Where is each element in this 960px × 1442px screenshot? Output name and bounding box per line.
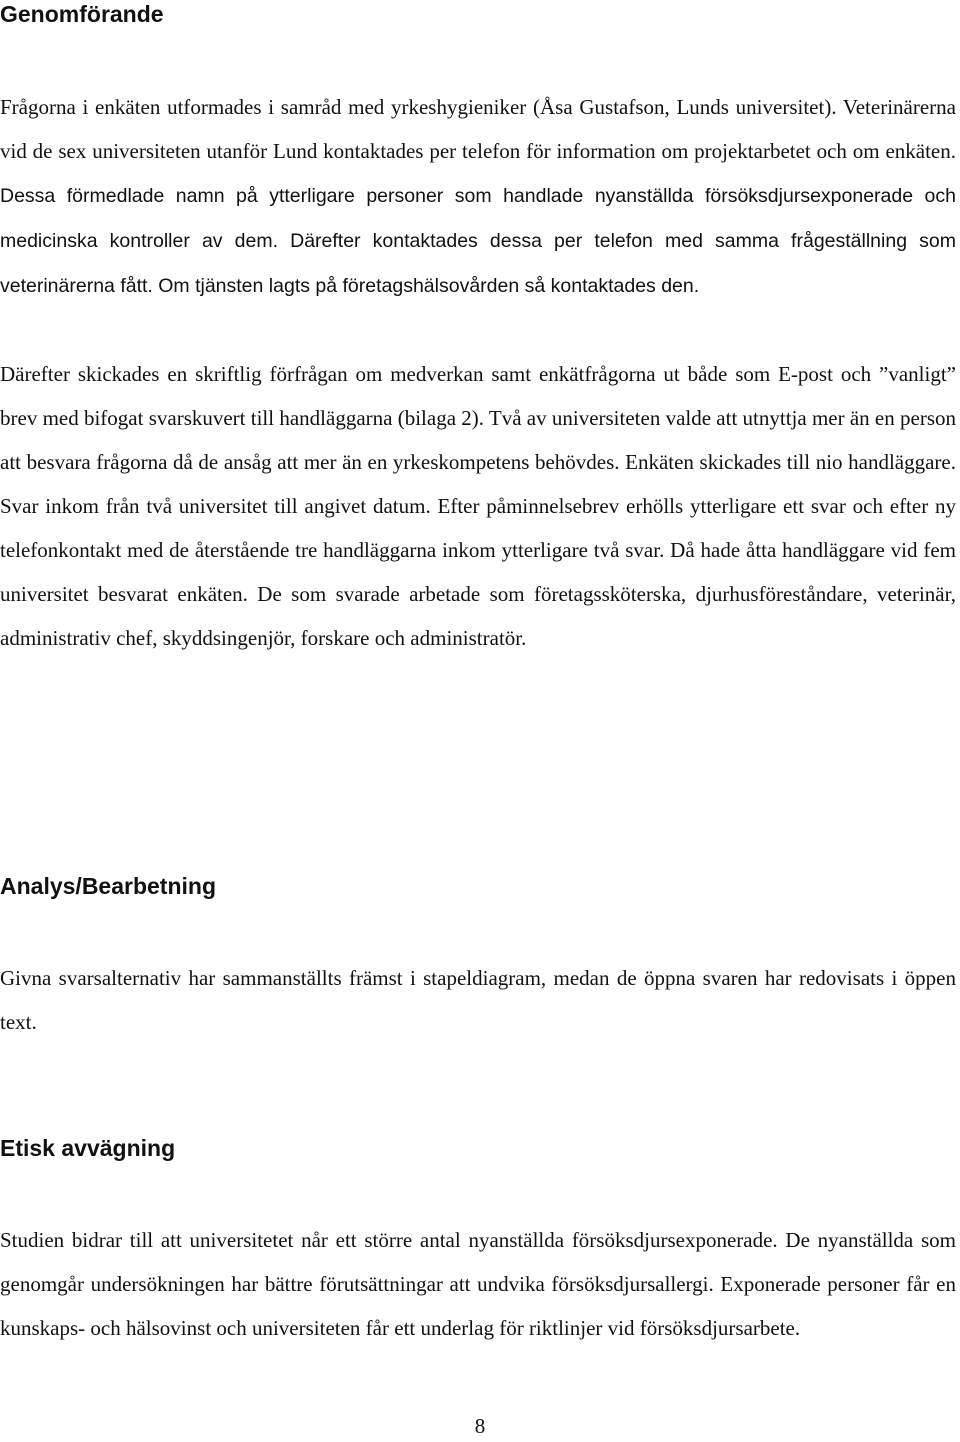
text-run: Därefter kontaktades dessa per telefon med samma frågeställning som veterinärerna fått. Om tjänsten lagts på företagshälsovården så kontaktades den. (0, 230, 956, 297)
heading-analys: Analys/Bearbetning (0, 873, 216, 899)
paragraph-etisk-1: Studien bidrar till att universitetet når ett större antal nyanställda försöksdjursexponerade. De nyanställda som genomgår undersökningen har bättre förutsättningar att undvika försöksdjursallergi. Exponerade personer får en kunskaps- och hälsovinst och universiteten får ett underlag för riktlinjer vid försöksdjursarbete. (0, 1228, 956, 1340)
section-etisk (0, 1134, 956, 1350)
section-analys (0, 872, 956, 1044)
section-genomforande (0, 0, 956, 660)
text-run: Dessa förmedlade namn på ytterligare personer som handlade nyanställda försöksdjursexponerade och medicinska kontroller av dem. (0, 185, 956, 252)
text-run: Frågorna i enkäten utformades i samråd med yrkeshygieniker (Åsa Gustafson, Lunds universitet). Veterinärerna vid de sex universiteten utanför Lund kontaktades per telefon för information om projektarbetet och om enkäten. (0, 95, 956, 163)
paragraph-genomforande-1 (0, 85, 956, 308)
paragraph-genomforande-2: Därefter skickades en skriftlig förfrågan om medverkan samt enkätfrågorna ut både som E-post och ”vanligt” brev med bifogat svarskuvert till handläggarna (bilaga 2). Två av universiteten valde att utnyttja mer än en person att besvara frågorna då de ansåg att mer än en yrkeskompetens behövdes. Enkäten skickades till nio handläggare. Svar inkom från två universitet till angivet datum. Efter påminnelsebrev erhölls ytterligare ett svar och efter ny telefonkontakt med de återstående tre handläggarna inkom ytterligare två svar. Då hade åtta handläggare vid fem universitet besvarat enkäten. De som svarade arbetade som företagssköterska, djurhusföreståndare, veterinär, administrativ chef, skyddsingenjör, forskare och administratör. (0, 362, 956, 650)
heading-etisk: Etisk avvägning (0, 1135, 176, 1161)
heading-genomforande: Genomförande (0, 1, 164, 27)
page-number: 8 (474, 1414, 486, 1438)
paragraph-analys-1: Givna svarsalternativ har sammanställts främst i stapeldiagram, medan de öppna svaren har redovisats i öppen text. (0, 966, 956, 1034)
